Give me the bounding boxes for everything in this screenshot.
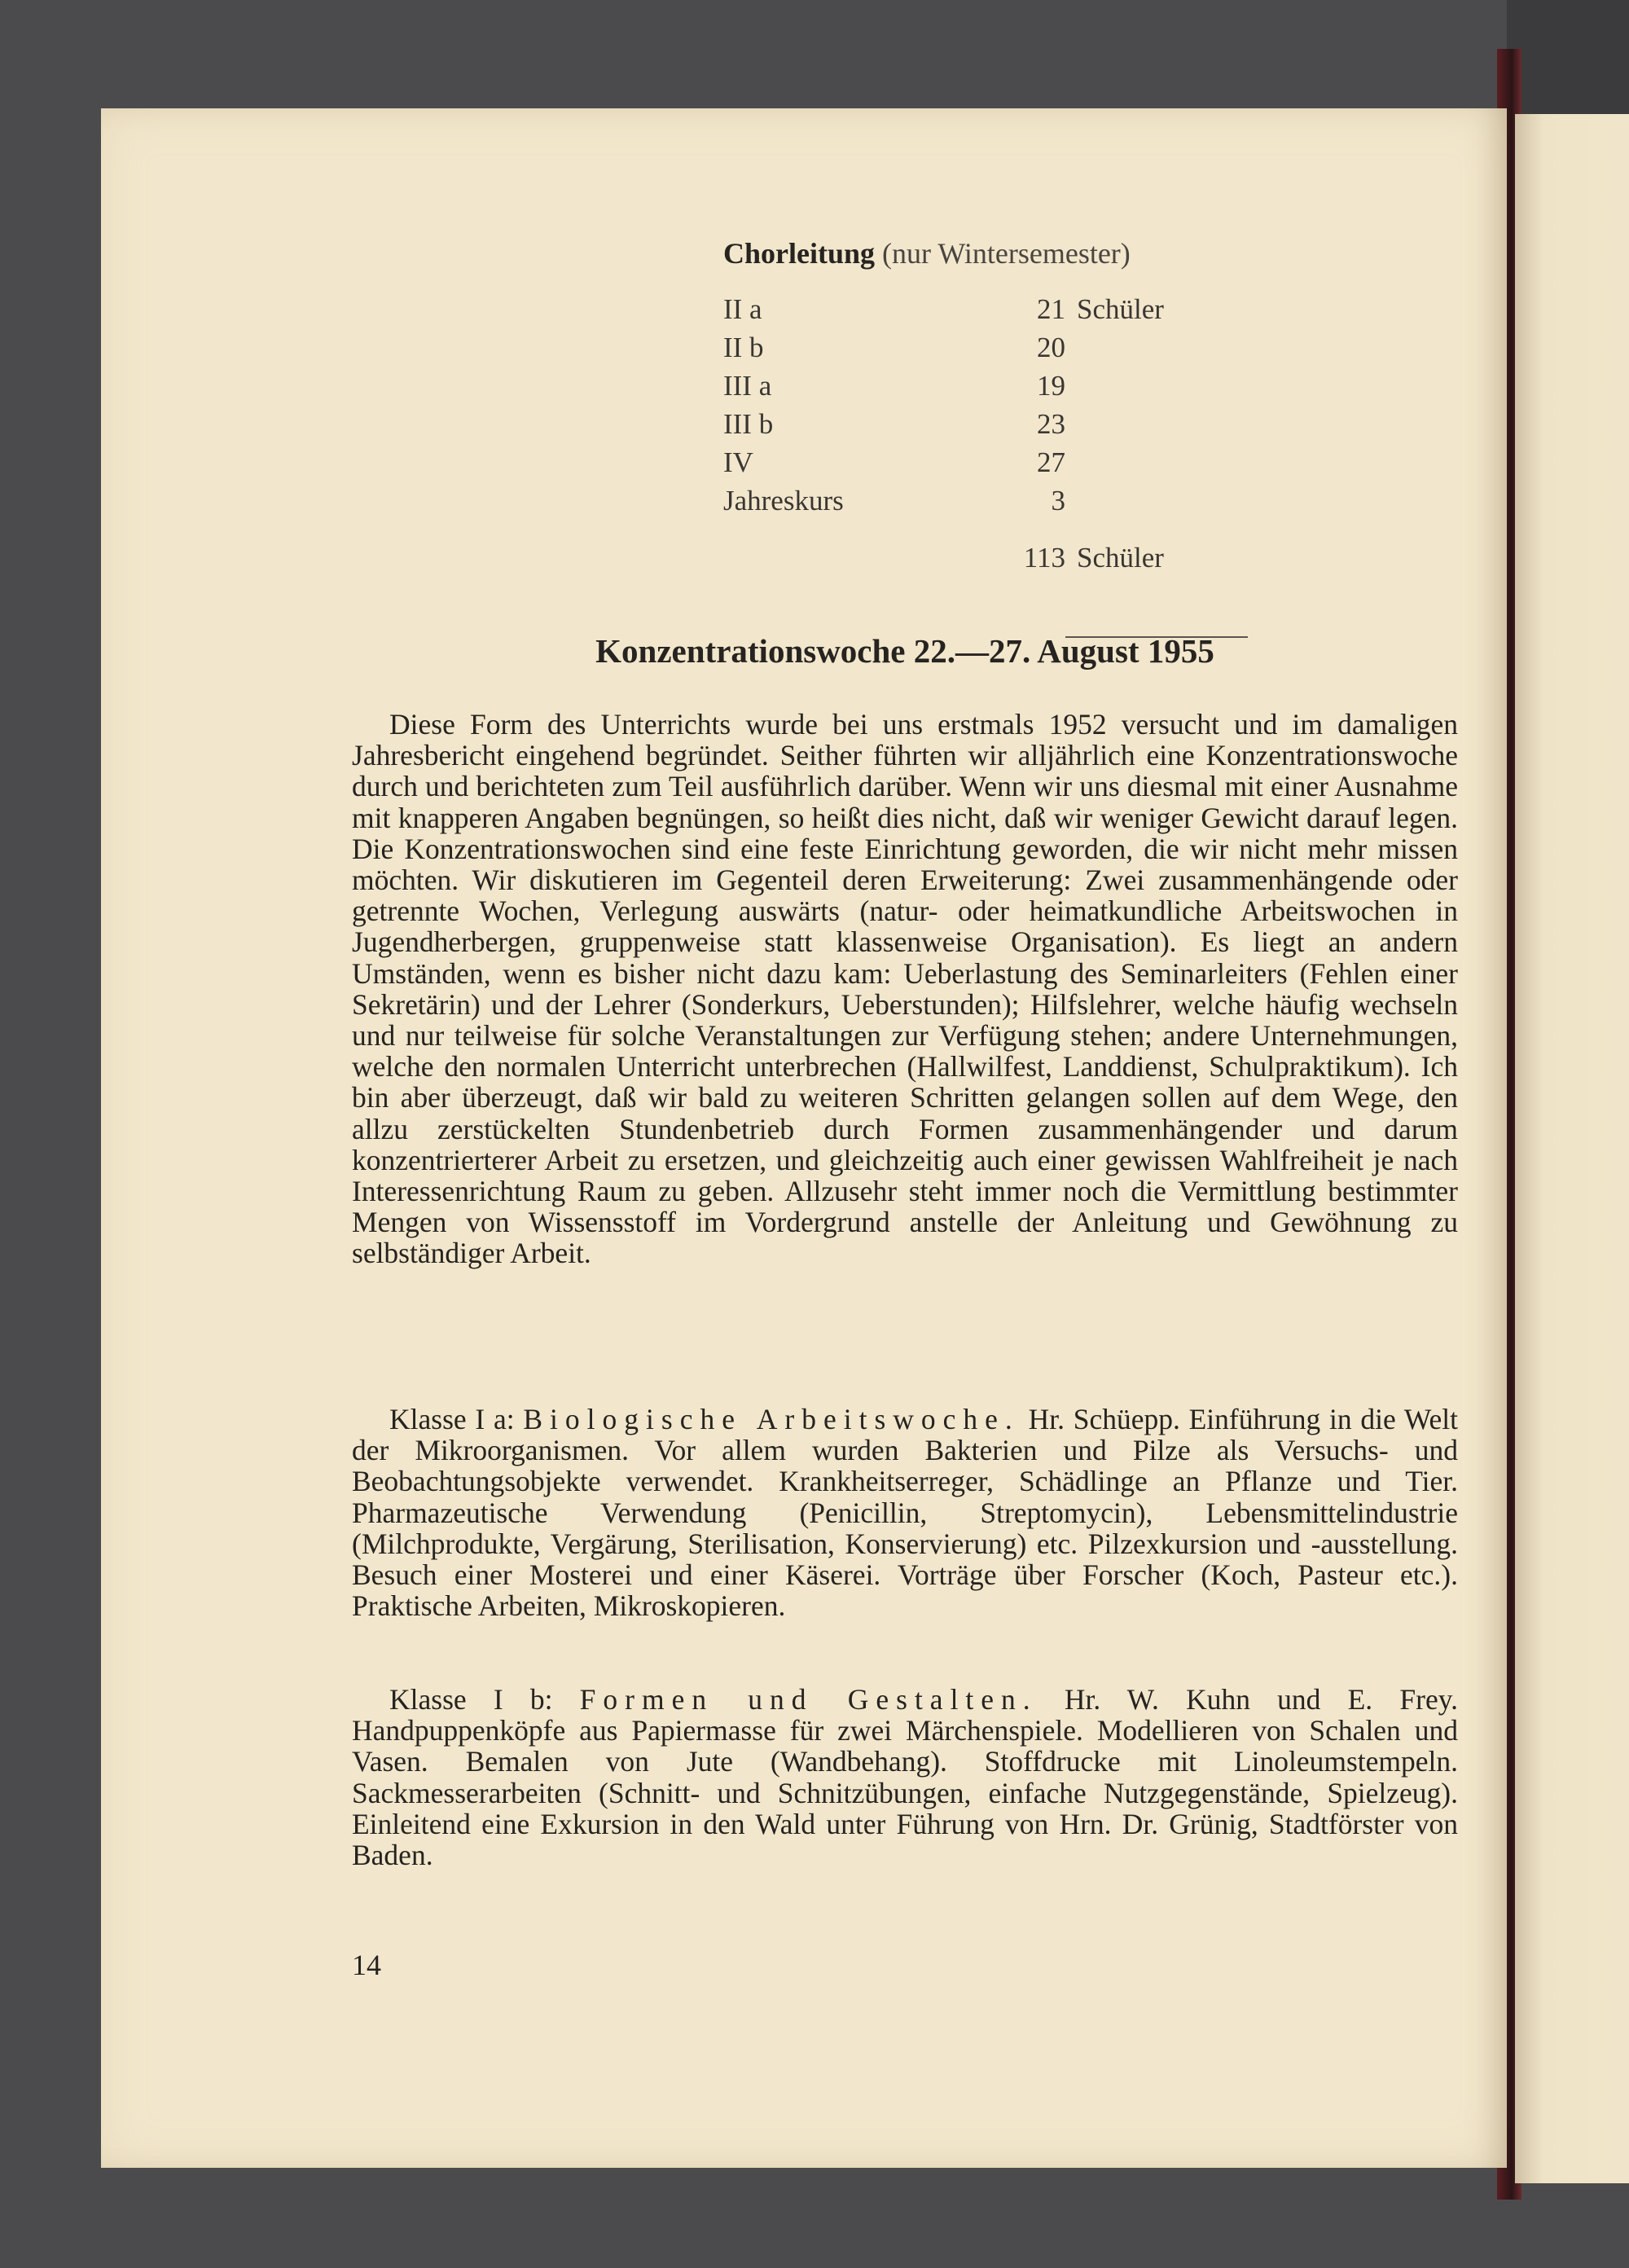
count-unit: Schüler — [1077, 293, 1164, 325]
total-unit: Schüler — [1077, 542, 1164, 574]
student-count: 20 — [1037, 332, 1065, 363]
class-label: Klasse I b: — [389, 1683, 553, 1716]
adjacent-page-edge — [1515, 114, 1629, 2183]
choir-table-title — [723, 236, 1131, 270]
student-count: 3 — [1051, 485, 1065, 516]
class-name: III b — [723, 408, 774, 440]
table-row — [723, 408, 1179, 446]
table-row — [723, 332, 1179, 369]
table-row — [723, 370, 1179, 407]
page-number: 14 — [352, 1949, 381, 1981]
class-description: Hr. W. Kuhn und E. Frey. Handpuppenköpfe aus Papiermasse für zwei Märchenspiele. Modellieren von Schalen und Vasen. Bemalen von Jute (Wandbehang). Stoffdrucke mit Linoleumstempeln. Sackmesserarbeiten (Schnitt- und Schnitzübungen, einfache Nutzgegenstände, Spielzeug). Einleitend eine Exkursion in den Wald unter Führung von Hrn. Dr. Grünig, Stadtförster von Baden. — [352, 1683, 1459, 1872]
class-paragraph — [352, 1404, 1458, 1621]
total-row — [723, 542, 1179, 579]
class-theme: Formen und Gestalten. — [579, 1683, 1038, 1716]
student-count: 19 — [1037, 370, 1065, 402]
class-name: II b — [723, 332, 764, 363]
section-title: Konzentrationswoche 22.—27. August 1955 — [595, 632, 1214, 670]
class-description: Hr. Schüepp. Einführung in die Welt der Mikroorganismen. Vor allem wurden Bakterien und Pilze als Versuchs- und Beobachtungsobjekte verwendet. Krankheitserreger, Schädlinge an Pflanze und Tier. Pharmazeutische Verwendung (Penicillin, Streptomycin), Lebensmittelindustrie (Milchprodukte, Vergärung, Sterilisation, Konservierung) etc. Pilzexkursion und -ausstellung. Besuch einer Mosterei und einer Käserei. Vorträge über Forscher (Koch, Pasteur etc.). Praktische Arbeiten, Mikroskopieren. — [352, 1403, 1459, 1623]
class-name: IV — [723, 446, 753, 478]
student-count: 21 — [1037, 293, 1065, 325]
class-name: Jahreskurs — [723, 485, 844, 516]
table-row — [723, 446, 1179, 484]
table-row — [723, 293, 1179, 331]
student-count: 27 — [1037, 446, 1065, 478]
intro-paragraph: Diese Form des Unterrichts wurde bei uns erstmals 1952 versucht und im damaligen Jahresbericht eingehend begründet. Seither führten wir alljährlich eine Konzentrationswoche durch und berichteten zum Teil ausführlich darüber. Wenn wir uns diesmal mit einer Ausnahme mit knapperen Angaben begnüngen, so heißt dies nicht, daß wir weniger Gewicht darauf legen. Die Konzentrationswochen sind eine feste Einrichtung geworden, die wir nicht mehr missen möchten. Wir diskutieren im Gegenteil deren Erweiterung: Zwei zusammenhängende oder getrennte Wochen, Verlegung auswärts (natur- oder heimatkundliche Arbeitswochen in Jugendherbergen, gruppenweise statt klassenweise Organisation). Es liegt an andern Umständen, wenn es bisher nicht dazu kam: Ueberlastung des Seminarleiters (Fehlen einer Sekretärin) und der Lehrer (Sonderkurs, Ueberstunden); Hilfslehrer, welche häufig wechseln und nur teilweise für solche Veranstaltungen zur Verfügung stehen; andere Unternehmungen, welche den normalen Unterricht unterbrechen (Hallwilfest, Landdienst, Schulpraktikum). Ich bin aber überzeugt, daß wir bald zu weiteren Schritten gelangen sollen auf dem Wege, den allzu zerstückelten Stundenbetrieb durch Formen zusammenhängender und darum konzentrierterer Arbeit zu ersetzen, und gleichzeitig auch einer gewissen Wahlfreiheit je nach Interessenrichtung Raum zu geben. Allzusehr steht immer noch die Vermittlung bestimmter Mengen von Wissensstoff im Vordergrund anstelle der Anleitung und Gewöhnung zu selbständiger Arbeit. — [352, 708, 1458, 1270]
choir-title: Chorleitung — [723, 237, 876, 270]
class-name: III a — [723, 370, 772, 402]
total-count: 113 — [1023, 542, 1065, 574]
class-label: Klasse I a: — [389, 1403, 515, 1435]
table-row — [723, 485, 1179, 522]
class-theme: Biologische Arbeitswoche. — [523, 1403, 1020, 1435]
choir-subtitle: (nur Wintersemester) — [882, 237, 1131, 270]
document-page — [101, 108, 1507, 2168]
class-name: II a — [723, 293, 762, 325]
class-paragraph — [352, 1684, 1458, 1870]
student-count: 23 — [1037, 408, 1065, 440]
